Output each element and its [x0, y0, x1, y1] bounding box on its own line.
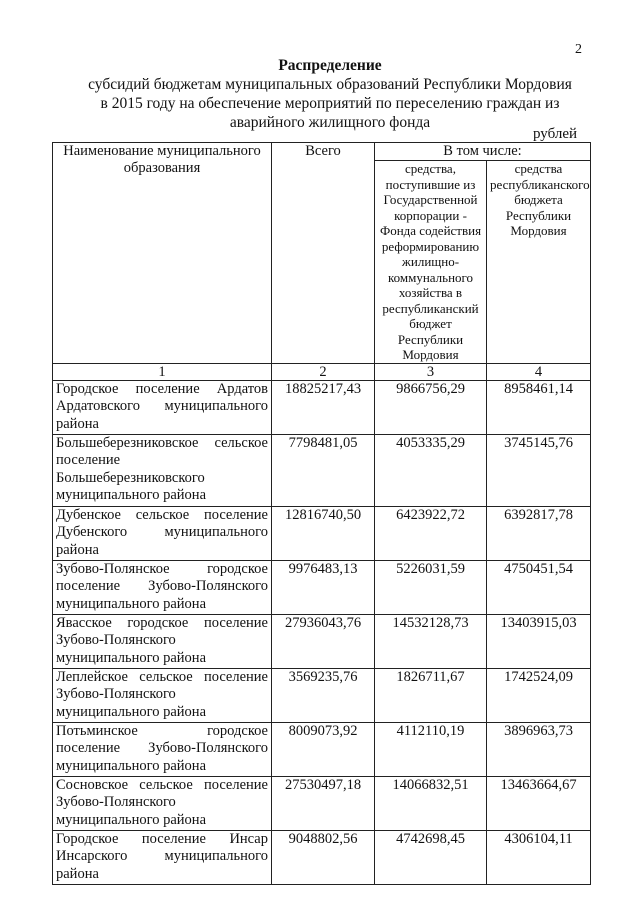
- republic-value: 4750451,54: [487, 560, 591, 614]
- column-number: 2: [272, 363, 375, 380]
- table-row: [53, 614, 591, 668]
- total-value: 8009073,92: [272, 722, 375, 776]
- total-value: 27936043,76: [272, 614, 375, 668]
- table-row: [53, 560, 591, 614]
- municipality-name: Леплейское сельское поселение Зубово-Полянского муниципального района: [53, 668, 272, 722]
- fund-value: 4053335,29: [375, 434, 487, 506]
- table-row: [53, 434, 591, 506]
- fund-value: 9866756,29: [375, 380, 487, 434]
- total-value: 27530497,18: [272, 776, 375, 830]
- title-line-2: в 2015 году на обеспечение мероприятий по переселению граждан из: [100, 95, 560, 112]
- municipality-name: Потьминское городское поселение Зубово-Полянского муниципального района: [53, 722, 272, 776]
- total-value: 9048802,56: [272, 830, 375, 884]
- table-row: [53, 668, 591, 722]
- municipality-name: Явасское городское поселение Зубово-Полянского муниципального района: [53, 614, 272, 668]
- header-total: Всего: [272, 143, 375, 364]
- republic-value: 3745145,76: [487, 434, 591, 506]
- fund-value: 1826711,67: [375, 668, 487, 722]
- municipality-name: Зубово-Полянское городское поселение Зубово-Полянского муниципального района: [53, 560, 272, 614]
- table-row: [53, 830, 591, 884]
- republic-value: 4306104,11: [487, 830, 591, 884]
- column-number: 4: [487, 363, 591, 380]
- municipality-name: Городское поселение Инсар Инсарского муниципального района: [53, 830, 272, 884]
- municipality-name: Городское поселение Ардатов Ардатовского муниципального района: [53, 380, 272, 434]
- table-row: [53, 380, 591, 434]
- header-row: [53, 143, 591, 161]
- fund-value: 5226031,59: [375, 560, 487, 614]
- total-value: 9976483,13: [272, 560, 375, 614]
- column-number-row: [53, 363, 591, 380]
- municipality-name: Сосновское сельское поселение Зубово-Полянского муниципального района: [53, 776, 272, 830]
- document-title: [40, 56, 620, 132]
- republic-value: 6392817,78: [487, 506, 591, 560]
- total-value: 7798481,05: [272, 434, 375, 506]
- header-federal-fund: средства, поступившие из Государственной корпорации - Фонда содействия реформированию жилищно-коммунального хозяйства в республиканский бюджет Республики Мордовия: [375, 161, 487, 364]
- republic-value: 3896963,73: [487, 722, 591, 776]
- fund-value: 6423922,72: [375, 506, 487, 560]
- fund-value: 4112110,19: [375, 722, 487, 776]
- total-value: 12816740,50: [272, 506, 375, 560]
- table-row: [53, 506, 591, 560]
- column-number: 1: [53, 363, 272, 380]
- subsidy-distribution-table: [52, 142, 591, 885]
- republic-value: 13403915,03: [487, 614, 591, 668]
- fund-value: 14066832,51: [375, 776, 487, 830]
- total-value: 18825217,43: [272, 380, 375, 434]
- title-main: Распределение: [278, 57, 382, 74]
- table-row: [53, 776, 591, 830]
- column-number: 3: [375, 363, 487, 380]
- fund-value: 4742698,45: [375, 830, 487, 884]
- municipality-name: Большеберезниковское сельское поселение Большеберезниковского муниципального района: [53, 434, 272, 506]
- republic-value: 8958461,14: [487, 380, 591, 434]
- table-row: [53, 722, 591, 776]
- header-name: Наименование муниципального образования: [53, 143, 272, 364]
- fund-value: 14532128,73: [375, 614, 487, 668]
- title-line-1: субсидий бюджетам муниципальных образований Республики Мордовия: [88, 76, 572, 93]
- header-republic-budget: средства республиканского бюджета Республики Мордовия: [487, 161, 591, 364]
- page-number: 2: [575, 42, 582, 57]
- total-value: 3569235,76: [272, 668, 375, 722]
- header-including: В том числе:: [375, 143, 591, 161]
- republic-value: 1742524,09: [487, 668, 591, 722]
- municipality-name: Дубенское сельское поселение Дубенского муниципального района: [53, 506, 272, 560]
- title-line-3: аварийного жилищного фонда: [229, 114, 431, 131]
- republic-value: 13463664,67: [487, 776, 591, 830]
- currency-units: рублей: [533, 126, 578, 142]
